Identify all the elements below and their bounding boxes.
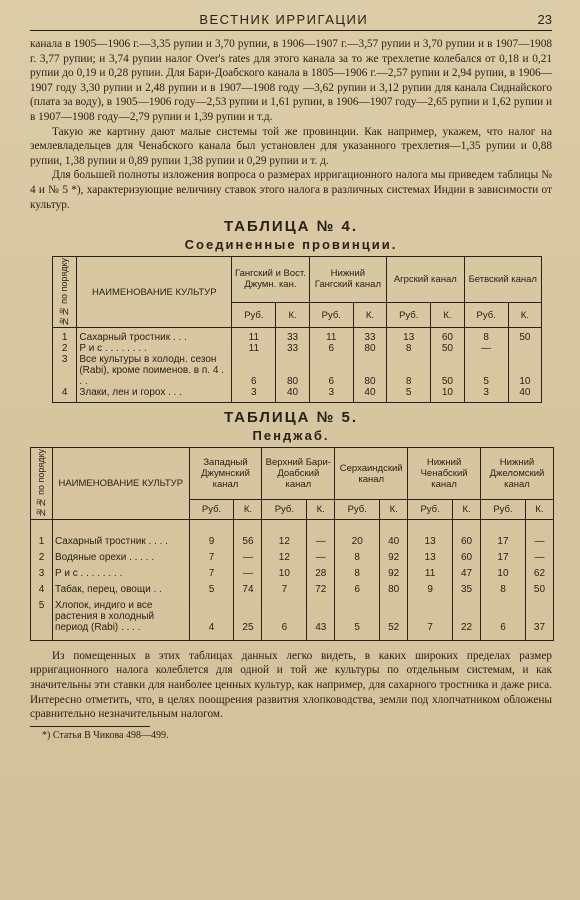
table-5 [30,447,554,640]
table5-crop-cells [52,519,189,640]
table4-canal-header: Нижний Гангский канал [309,257,386,303]
table4-crop-header: НАИМЕНОВАНИЕ КУЛЬТУР [77,257,232,328]
table4-value-col: 50 10 40 [508,328,541,403]
row-number: 3 [61,354,68,366]
table4-value-col: 8 — 5 3 [464,328,508,403]
table4-num-header: №№ по порядку [53,257,77,328]
table5-canal-header: Верхний Бари-Доабский канал [262,448,335,499]
rub-header: Руб. [309,302,353,328]
table5-value-col: 12 12 10 7 6 [262,519,307,640]
table4-canal-header: Бетвский канал [464,257,541,303]
crop-name: Хлопок, индиго и все растения в холодный период (Rabi) . . . . [54,599,155,633]
table5-title: ТАБЛИЦА № 5. [223,409,359,427]
crop-name: Все культуры в холодн. сезон (Rabi), кроме поименов. в п. 4 . . . [79,354,224,388]
rub-header: Руб. [189,499,234,519]
crop-name: Сахарный тростник . . . [79,332,187,344]
crop-name: Р и с . . . . . . . . [54,567,123,579]
table5-value-col: 40 92 92 80 52 [380,519,408,640]
table5-num-header: №№ по порядку [31,448,53,519]
kop-header: К. [353,302,386,328]
kop-header: К. [276,302,309,328]
table4-value-col: 33 33 80 40 [276,328,309,403]
table5-body [31,519,554,640]
table4-header-row [53,257,542,303]
rub-header: Руб. [232,302,276,328]
page-number: 23 [537,12,552,27]
paragraph-1: канала в 1905—1906 г.—3,35 рупии и 3,70 рупии, в 1906—1907 г.—3,57 рупии и 3,70 рупии и в 1907—1908 г. 3,77 рупии; и 3,74 рупии налог Over's rates для этого канала за то же трехлетие колебался от 0,18 и 0,21 рупии до 0,19 и 0,28 рупии. Для Бари-Доабского канала в 1805—1906 г.—2,57 рупии и 2,94 рупии, в 1906—1907 году 3,30 рупии и 2,48 рупии и в 1907—1908 году —3,62 рупии и 3,12 рупии для канала Сиднайского (плата за воду), в 1905—1906 году—2,53 рупии и 1,61 рупии, в 1906—1907 году—2,65 рупии и 1,62 рупии и в 1907—1908 году—2,79 рупии и 1,39 рупии и т.д. [30,38,552,123]
row-number: 2 [61,343,68,355]
running-head [30,12,552,31]
table5-header-row [31,448,554,499]
rub-header: Руб. [335,499,380,519]
crop-name: Р и с . . . . . . . . [79,343,147,355]
table4-canal-header: Гангский и Вост. Джумн. кан. [232,257,309,303]
kop-header: К. [453,499,481,519]
table5-value-col: — — 28 72 43 [307,519,335,640]
table-4 [52,256,542,403]
table4-value-col: 11 11 6 3 [232,328,276,403]
table4-subtitle: Соединенные провинции. [184,237,398,253]
footnote: *) Статья В Чикова 498—499. [42,729,169,741]
rub-header: Руб. [387,302,431,328]
rub-header: Руб. [262,499,307,519]
table5-value-col: 13 13 11 9 7 [408,519,453,640]
table5-value-col: 60 60 47 35 22 [453,519,481,640]
table4-title: ТАБЛИЦА № 4. [223,218,359,236]
table4-canal-header: Агрский канал [387,257,464,303]
rub-header: Руб. [408,499,453,519]
table4-body [53,328,542,403]
table5-value-col: 9 7 7 5 4 [189,519,234,640]
crop-name: Сахарный тростник . . . . [54,535,168,547]
table4-crop-cells [77,328,232,403]
kop-header: К. [508,302,541,328]
table4-value-col: 33 80 80 40 [353,328,386,403]
table5-crop-header: НАИМЕНОВАНИЕ КУЛЬТУР [52,448,189,519]
table4-value-col: 13 8 8 5 [387,328,431,403]
table4-value-col: 60 50 50 10 [431,328,464,403]
table5-canal-header: Западный Джумнский канал [189,448,262,499]
table4-value-col: 11 6 6 3 [309,328,353,403]
table5-subtitle: Пенджаб. [252,428,330,444]
kop-header: К. [380,499,408,519]
crop-name: Табак, перец, овощи . . [54,583,162,595]
rub-header: Руб. [481,499,526,519]
kop-header: К. [234,499,262,519]
table5-value-col: 20 8 8 6 5 [335,519,380,640]
rub-header: Руб. [464,302,508,328]
crop-name: Водяные орехи . . . . . [54,551,155,563]
paragraph-3: Для большей полноты изложения вопроса о размерах ирригационного налога мы приведем таблицы № 4 и № 5 *), характеризующие величину ставок этого налога в различных системах Индии в зависимости от культур. [30,169,552,211]
crop-name: Злаки, лен и горох . . . [79,387,183,399]
row-number: 4 [61,387,68,399]
table5-canal-header: Нижний Ченабский канал [408,448,481,499]
journal-title: ВЕСТНИК ИРРИГАЦИИ [199,12,369,27]
table5-value-col: 17 17 10 8 6 [481,519,526,640]
table5-canal-header: Нижний Джеломский канал [481,448,554,499]
paragraph-4: Из помещенных в этих таблицах данных легко видеть, в каких широких пределах размер ирригационного налога колеблется для одной и той же культуры по отдельным системам, и как значительны эти ставки для наиболее ценных культур, как например, для сахарного тростника и даже риса. Интересно отметить, что, в целях поощрения развития хлопководства, земли под хлопчатником обложены сравнительно незначительным налогом. [30,649,552,721]
table5-num-cells: 1 2 3 4 5 [31,519,53,640]
table5-value-col: 56 — — 74 25 [234,519,262,640]
table5-value-col: — — 62 50 37 [525,519,553,640]
table5-canal-header: Серхаиндский канал [335,448,408,499]
table4-num-cells [53,328,77,403]
paragraph-2: Такую же картину дают малые системы той же провинции. Как например, укажем, что налог на землевладельцев для Ченабского канала был установлен для указанного трехлетия—1,35 рупии и 0,88 рупии, 1,38 рупии и 0,89 рупии 1,38 рупии и 0,29 рупии и т. д. [30,125,552,167]
kop-header: К. [525,499,553,519]
row-number: 1 [61,332,68,344]
kop-header: К. [431,302,464,328]
footnote-rule [30,726,150,727]
kop-header: К. [307,499,335,519]
